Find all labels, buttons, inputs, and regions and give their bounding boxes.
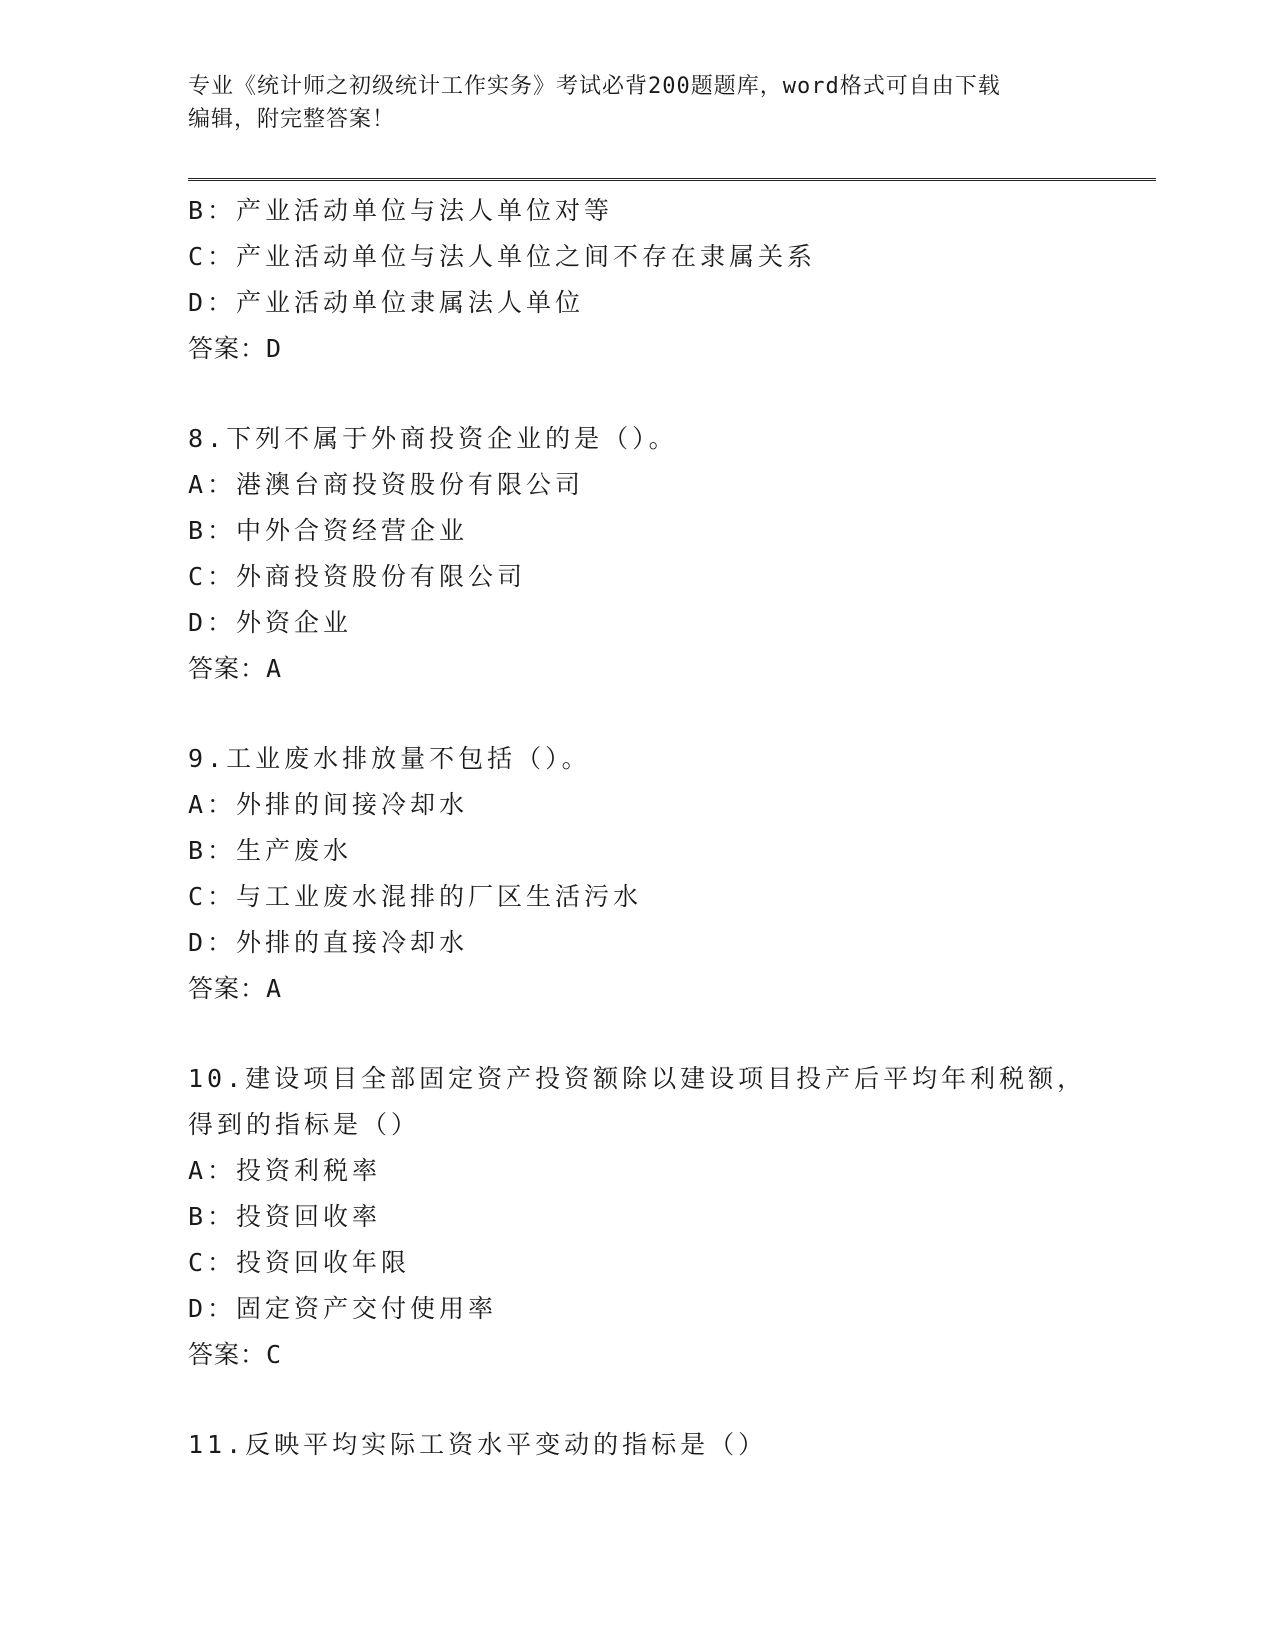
question-stem: 11.反映平均实际工资水平变动的指标是（）	[188, 1430, 768, 1459]
option-a: A：港澳台商投资股份有限公司	[188, 470, 585, 499]
option-b: B：中外合资经营企业	[188, 516, 469, 545]
option-c: C：产业活动单位与法人单位之间不存在隶属关系	[188, 242, 817, 271]
question-stem: 9.工业废水排放量不包括（）。	[188, 744, 591, 773]
option-d: D：固定资产交付使用率	[188, 1294, 498, 1323]
option-a: A：投资利税率	[188, 1156, 382, 1185]
question-8	[188, 416, 1088, 692]
question-11	[188, 1422, 1088, 1468]
option-b: B：生产废水	[188, 836, 353, 865]
option-b: B：产业活动单位与法人单位对等	[188, 196, 614, 225]
option-d: D：外资企业	[188, 608, 353, 637]
option-c: C：投资回收年限	[188, 1248, 411, 1277]
question-9	[188, 736, 1088, 1012]
question-stem-line-1: 10.建设项目全部固定资产投资额除以建设项目投产后平均年利税额，	[188, 1064, 1087, 1093]
question-stem: 8.下列不属于外商投资企业的是（）。	[188, 424, 678, 453]
question-10	[188, 1056, 1088, 1378]
option-c: C：外商投资股份有限公司	[188, 562, 527, 591]
answer: 答案：D	[188, 334, 283, 363]
question-list	[188, 188, 1088, 1468]
answer: 答案：C	[188, 1340, 283, 1369]
question-7-tail	[188, 188, 1088, 372]
option-d: D：产业活动单位隶属法人单位	[188, 288, 585, 317]
answer: 答案：A	[188, 654, 283, 683]
option-a: A：外排的间接冷却水	[188, 790, 469, 819]
document-header	[188, 70, 1088, 136]
header-line-1: 专业《统计师之初级统计工作实务》考试必背200题题库，word格式可自由下载	[188, 74, 1001, 99]
option-d: D：外排的直接冷却水	[188, 928, 469, 957]
header-line-2: 编辑，附完整答案！	[188, 107, 396, 132]
header-divider	[188, 178, 1156, 181]
answer: 答案：A	[188, 974, 283, 1003]
option-c: C：与工业废水混排的厂区生活污水	[188, 882, 643, 911]
option-b: B：投资回收率	[188, 1202, 382, 1231]
question-stem-line-2: 得到的指标是（）	[188, 1110, 421, 1139]
